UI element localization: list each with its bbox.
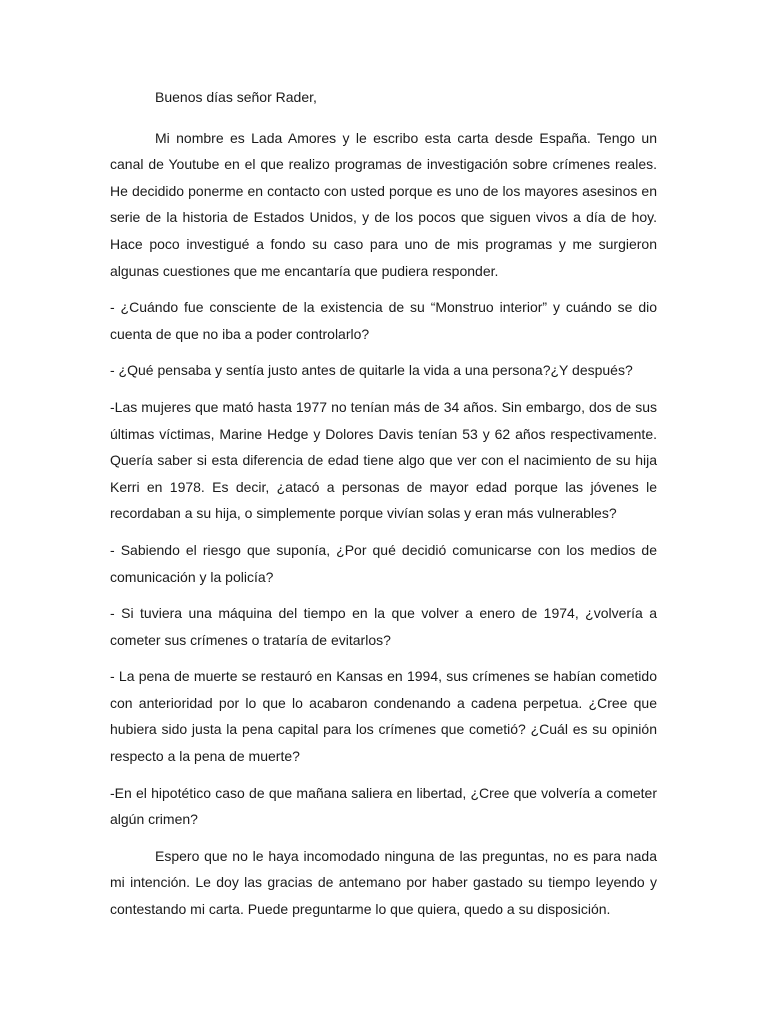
letter-body xyxy=(110,84,657,923)
question-6: - La pena de muerte se restauró en Kansas en 1994, sus crímenes se habían cometido con anterioridad por lo que lo acabaron condenando a cadena perpetua. ¿Cree que hubiera sido justa la pena capital para los crímenes que cometió? ¿Cuál es su opinión respecto a la pena de muerte? xyxy=(110,668,657,765)
letter-closing: Espero que no le haya incomodado ninguna de las preguntas, no es para nada mi intención. Le doy las gracias de antemano por haber gastado su tiempo leyendo y contestando mi carta. Puede preguntarme lo que quiera, quedo a su disposición. xyxy=(110,847,657,918)
question-7: -En el hipotético caso de que mañana saliera en libertad, ¿Cree que volvería a cometer algún crimen? xyxy=(110,784,657,828)
question-2: - ¿Qué pensaba y sentía justo antes de quitarle la vida a una persona?¿Y después? xyxy=(110,362,633,379)
letter-greeting: Buenos días señor Rader, xyxy=(155,89,317,105)
question-5: - Si tuviera una máquina del tiempo en la que volver a enero de 1974, ¿volvería a cometer sus crímenes o trataría de evitarlos? xyxy=(110,605,657,648)
letter-intro: Mi nombre es Lada Amores y le escribo esta carta desde España. Tengo un canal de Youtube en el que realizo programas de investigación sobre crímenes reales. He decidido ponerme en contacto con usted porque es uno de los mayores asesinos en serie de la historia de Estados Unidos, y de los pocos que siguen vivos a día de hoy. Hace poco investigué a fondo su caso para uno de mis programas y me surgieron algunas cuestiones que me encantaría que pudiera responder. xyxy=(110,129,657,279)
question-3: -Las mujeres que mató hasta 1977 no tenían más de 34 años. Sin embargo, dos de sus últimas víctimas, Marine Hedge y Dolores Davis tenían 53 y 62 años respectivamente. Quería saber si esta diferencia de edad tiene algo que ver con el nacimiento de su hija Kerri en 1978. Es decir, ¿atacó a personas de mayor edad porque las jóvenes le recordaban a su hija, o simplemente porque vivían solas y eran más vulnerables? xyxy=(110,398,657,522)
question-4: - Sabiendo el riesgo que suponía, ¿Por qué decidió comunicarse con los medios de comunicación y la policía? xyxy=(110,541,657,585)
question-1: - ¿Cuándo fue consciente de la existencia de su “Monstruo interior” y cuándo se dio cuenta de que no iba a poder controlarlo? xyxy=(110,299,657,342)
